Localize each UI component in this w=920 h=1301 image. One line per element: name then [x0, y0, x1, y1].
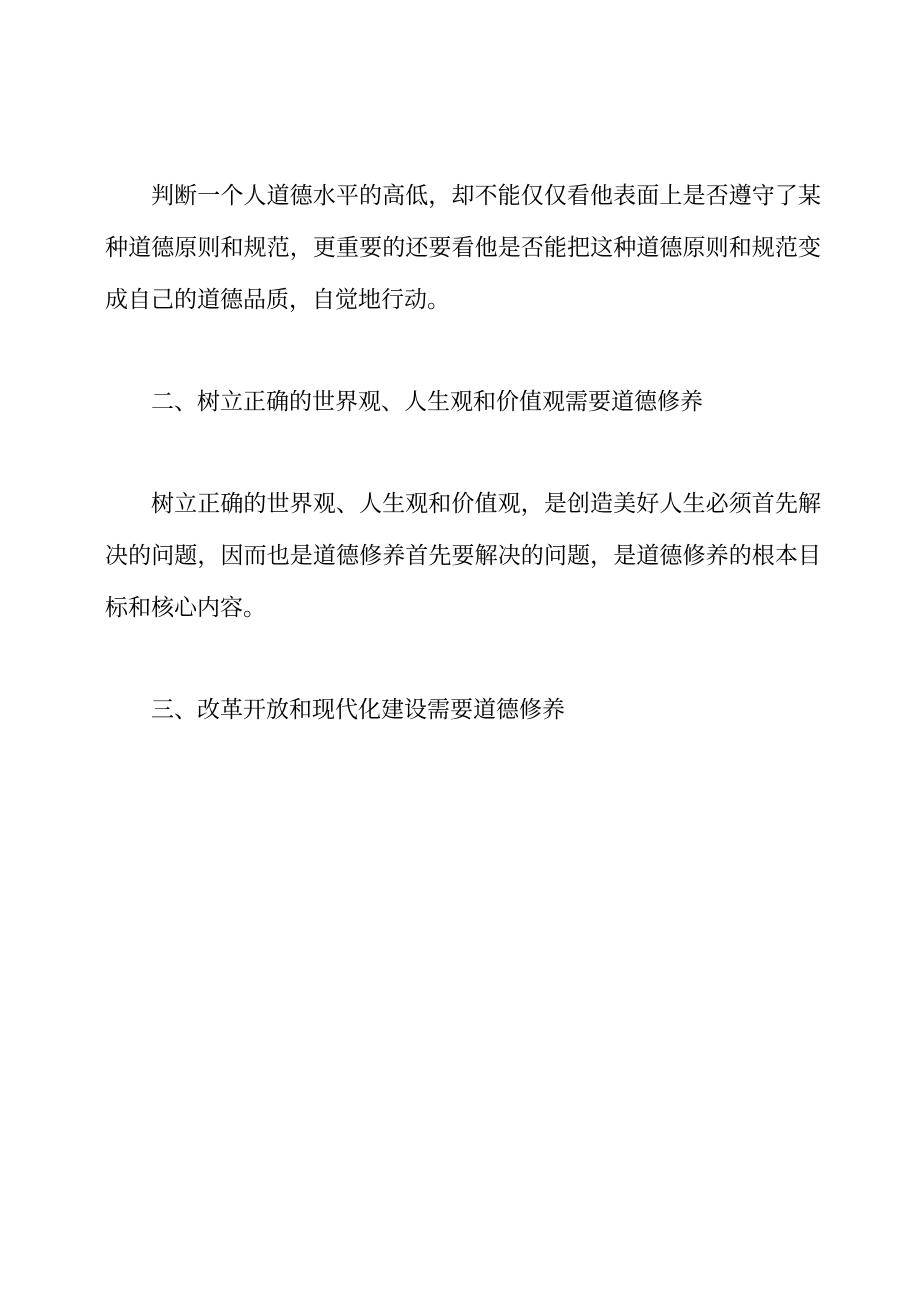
section-heading-3: 三、改革开放和现代化建设需要道德修养 — [151, 697, 565, 723]
spacer — [105, 428, 821, 478]
paragraph-worldview: 树立正确的世界观、人生观和价值观，是创造美好人生必须首先解决的问题，因而也是道德修养首先要解决的问题，是道德修养的根本目标和核心内容。 — [105, 491, 821, 621]
section-heading-2: 二、树立正确的世界观、人生观和价值观需要道德修养 — [151, 389, 703, 415]
spacer — [105, 326, 821, 376]
spacer — [105, 634, 821, 684]
document-body — [105, 170, 821, 736]
paragraph-moral-judgment: 判断一个人道德水平的高低，却不能仅仅看他表面上是否遵守了某种道德原则和规范，更重要的还要看他是否能把这种道德原则和规范变成自己的道德品质，自觉地行动。 — [105, 183, 821, 313]
